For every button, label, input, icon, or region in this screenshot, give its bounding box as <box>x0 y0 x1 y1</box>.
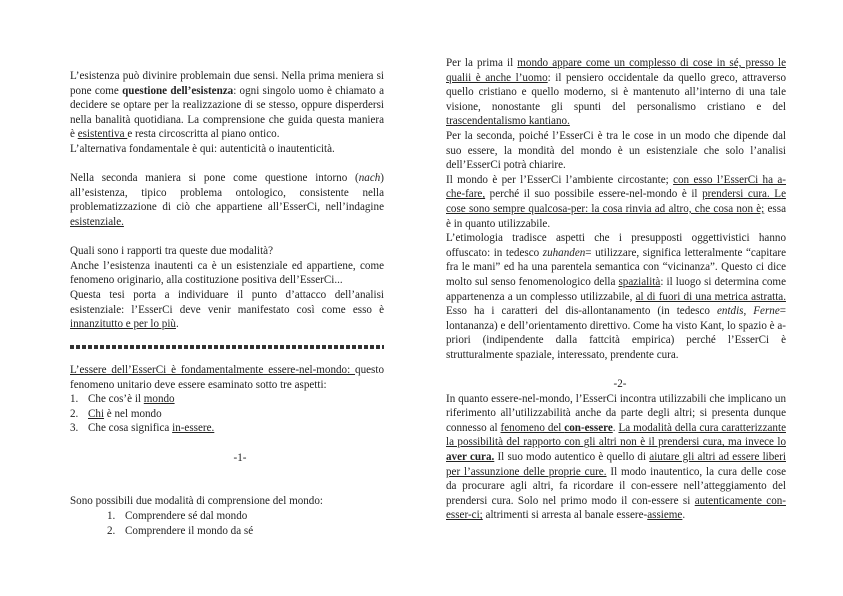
paragraph-environment <box>446 173 786 231</box>
text: Comprendere il mondo da sé <box>125 524 254 537</box>
paragraph-second-modality: Per la seconda, poiché l’EsserCi è tra le cose in un modo che dipende dal suo essere, la mondità del mondo è un esistenziale che solo l’analisi dell’EsserCi potrà chiarire. <box>446 129 786 172</box>
text: Il mondo è per l’EsserCi l’ambiente circostante; <box>446 173 674 186</box>
underlined-term: L’essere dell’EsserCi è fondamentalmente essere-nel-mondo: <box>70 364 356 376</box>
list-number: 2. <box>107 524 116 537</box>
underlined-term: La modalità della cura caratterizzante la possibilità del rapporto con gli altri non è il prendersi cura, ma invece lo <box>446 421 786 449</box>
list-item <box>70 392 384 407</box>
text: Che cos’è il <box>88 393 144 406</box>
spacer <box>70 436 384 451</box>
underlined-bold-term: aver cura. <box>446 451 495 464</box>
underlined-term: spazialità <box>618 275 661 288</box>
paragraph-being-in-world <box>70 363 384 392</box>
text: In quanto essere-nel-mondo, l’EsserCi incontra utilizzabili che implicano un riferimento all’utilizzabilità anche da parte degli altri; si presenta dunque connesso al <box>446 392 786 434</box>
text: L’etimologia tradisce aspetti che i presupposti oggettivistici hanno offuscato: in tedesco <box>446 232 786 259</box>
underlined-term: in-essere. <box>172 422 215 435</box>
underlined-term: esistenziale. <box>70 215 124 228</box>
underlined-bold-term: con-essere <box>564 421 613 434</box>
text: : ogni singolo uomo è chiamato a decidere se optare per la realizzazione di se stesso, oppure disperdersi nella banalità quotidiana. La comprensione che guida questa maniera è <box>70 84 384 141</box>
text: = utilizzare, significa letteralmente “capitare fra le mani” ed ha una parentela semantica con “vicinanza”. Questo ci dice molto sul senso fenomenologico della <box>446 246 786 288</box>
underlined-term: autenticamente con-esser-ci; <box>446 494 786 522</box>
page-number-1: -1- <box>233 451 247 464</box>
text: . <box>682 509 686 522</box>
text: Nella seconda maniera si pone come questione intorno ( <box>70 172 359 185</box>
italic-term: entdis <box>716 305 744 318</box>
left-column <box>70 69 384 332</box>
paragraph-first-modality <box>446 56 786 129</box>
text: : il luogo si determina come appartenenza a un complesso utilizzabile, <box>446 275 786 303</box>
modalities-list <box>70 509 384 538</box>
paragraph-inauthentic: Anche l’esistenza inautenti ca è un esistenziale ed appartiene, come fenomeno originario, alla costituzione positiva dell’EsserCi... <box>70 259 384 287</box>
text: Per la prima il <box>446 57 518 69</box>
aspects-list <box>70 392 384 436</box>
text: Questa tesi porta a individuare il punto d’attacco dell’analisi esistenziale: l’EsserCi deve venir manifestato così come esso è <box>70 288 384 316</box>
right-column <box>446 56 786 523</box>
underlined-term: assieme <box>647 509 683 522</box>
text: . <box>175 318 179 331</box>
text: Esso ha i caratteri del dis-allontanamento (in tedesco <box>446 305 717 318</box>
underlined-term: esistentiva <box>77 128 128 141</box>
list-item <box>107 524 384 539</box>
text: Che cosa significa <box>88 422 173 435</box>
paragraph-second-manner <box>70 171 384 229</box>
text: L’esistenza può divinire problemain due sensi. Nella prima meniera si pone come <box>70 70 384 97</box>
underlined-term: aiutare gli altri ad essere liberi per l’assunzione delle proprie cure. <box>446 451 786 478</box>
paragraph-existence-two-senses <box>70 69 384 142</box>
list-number: 3. <box>70 422 79 435</box>
text: altrimenti si arresta al banale essere- <box>482 509 648 522</box>
underlined-term: innanzitutto e per lo più <box>70 318 176 331</box>
underlined-term: con esso l’EsserCi ha a-che-fare, <box>446 173 787 201</box>
text: è nel mondo <box>104 407 162 420</box>
paragraph-two-modalities: Sono possibili due modalità di comprensione del mondo: <box>70 495 323 508</box>
text: : il pensiero occidentale da quello greco, attraverso quello cristiano e quello moderno, si è mantenuto all’interno di una tale visione, nonostante gli spunti del personalismo cristiano e del <box>446 71 786 113</box>
spacer <box>446 362 786 377</box>
underlined-term: mondo <box>143 393 175 406</box>
underlined-term: mondo appare come un complesso di cose in sé, presso le qualii è anche l’uomo <box>446 57 786 84</box>
text: Il suo modo autentico è quello di <box>494 451 650 464</box>
text: questo fenomeno unitario deve essere esaminato sotto tre aspetti: <box>70 364 384 391</box>
text: ) all’esistenza, tipico problema ontologico, consistente nella problematizzazione di ciò che appartiene all’EsserCi, nell’indagine <box>70 172 384 214</box>
underlined-term: Chi <box>88 407 105 420</box>
list-number: 1. <box>70 393 79 406</box>
list-item <box>107 509 384 524</box>
list-item <box>70 407 384 422</box>
text: , <box>743 305 754 318</box>
underlined-term: al di fuori di una metrica astratta. <box>635 290 786 303</box>
list-number: 1. <box>107 509 116 522</box>
italic-term: zuhanden <box>542 246 586 259</box>
spacer <box>70 480 384 495</box>
text: essa è in quanto utilizzabile. <box>446 202 786 230</box>
paragraph-con-essere <box>446 392 786 523</box>
text: Comprendere sé dal mondo <box>125 509 248 522</box>
text: = lontananza) e dell’orientamento direttivo. Come ha visto Kant, lo spazio è a-priori (indipendente dalla fattcità empirica) perché l’EsserCi è strutturalmente spaziale, interessato, prendente cura. <box>446 305 787 361</box>
left-column-lower <box>70 363 384 538</box>
spacer <box>70 157 384 172</box>
underlined-term: prendersi cura. Le cose sono sempre qualcosa-per: la cosa rinvia ad altro, che cosa non è; <box>446 188 787 215</box>
list-number: 2. <box>70 407 79 420</box>
dashed-separator <box>70 345 384 349</box>
paragraph-alternative: L’alternativa fondamentale è qui: autenticità o inautenticità. <box>70 142 335 155</box>
italic-term: Ferne <box>753 305 780 318</box>
paragraph-question: Quali sono i rapporti tra queste due modalità? <box>70 245 274 258</box>
text: Il modo inautentico, la cura delle cose da procurare agli altri, fa ricordare il con-essere nell’atteggiamento del prendersi cura. Solo nel primo modo il con-essere si <box>446 465 787 507</box>
page-number-2: -2- <box>613 378 627 391</box>
paragraph-etymology <box>446 231 786 362</box>
text: . <box>612 421 619 434</box>
paragraph-thesis <box>70 288 384 332</box>
text: perché il suo possibile essere-nel-mondo è il <box>485 188 703 201</box>
underlined-term: fenomeno del <box>500 421 565 434</box>
spacer <box>70 230 384 245</box>
bold-term: questione dell’esistenza <box>122 84 234 97</box>
spacer <box>70 465 384 480</box>
underlined-term: trascendentalismo kantiano. <box>446 115 570 128</box>
italic-term: nach <box>358 172 381 185</box>
list-item <box>70 421 384 436</box>
text: e resta circoscritta al piano ontico. <box>127 128 280 141</box>
